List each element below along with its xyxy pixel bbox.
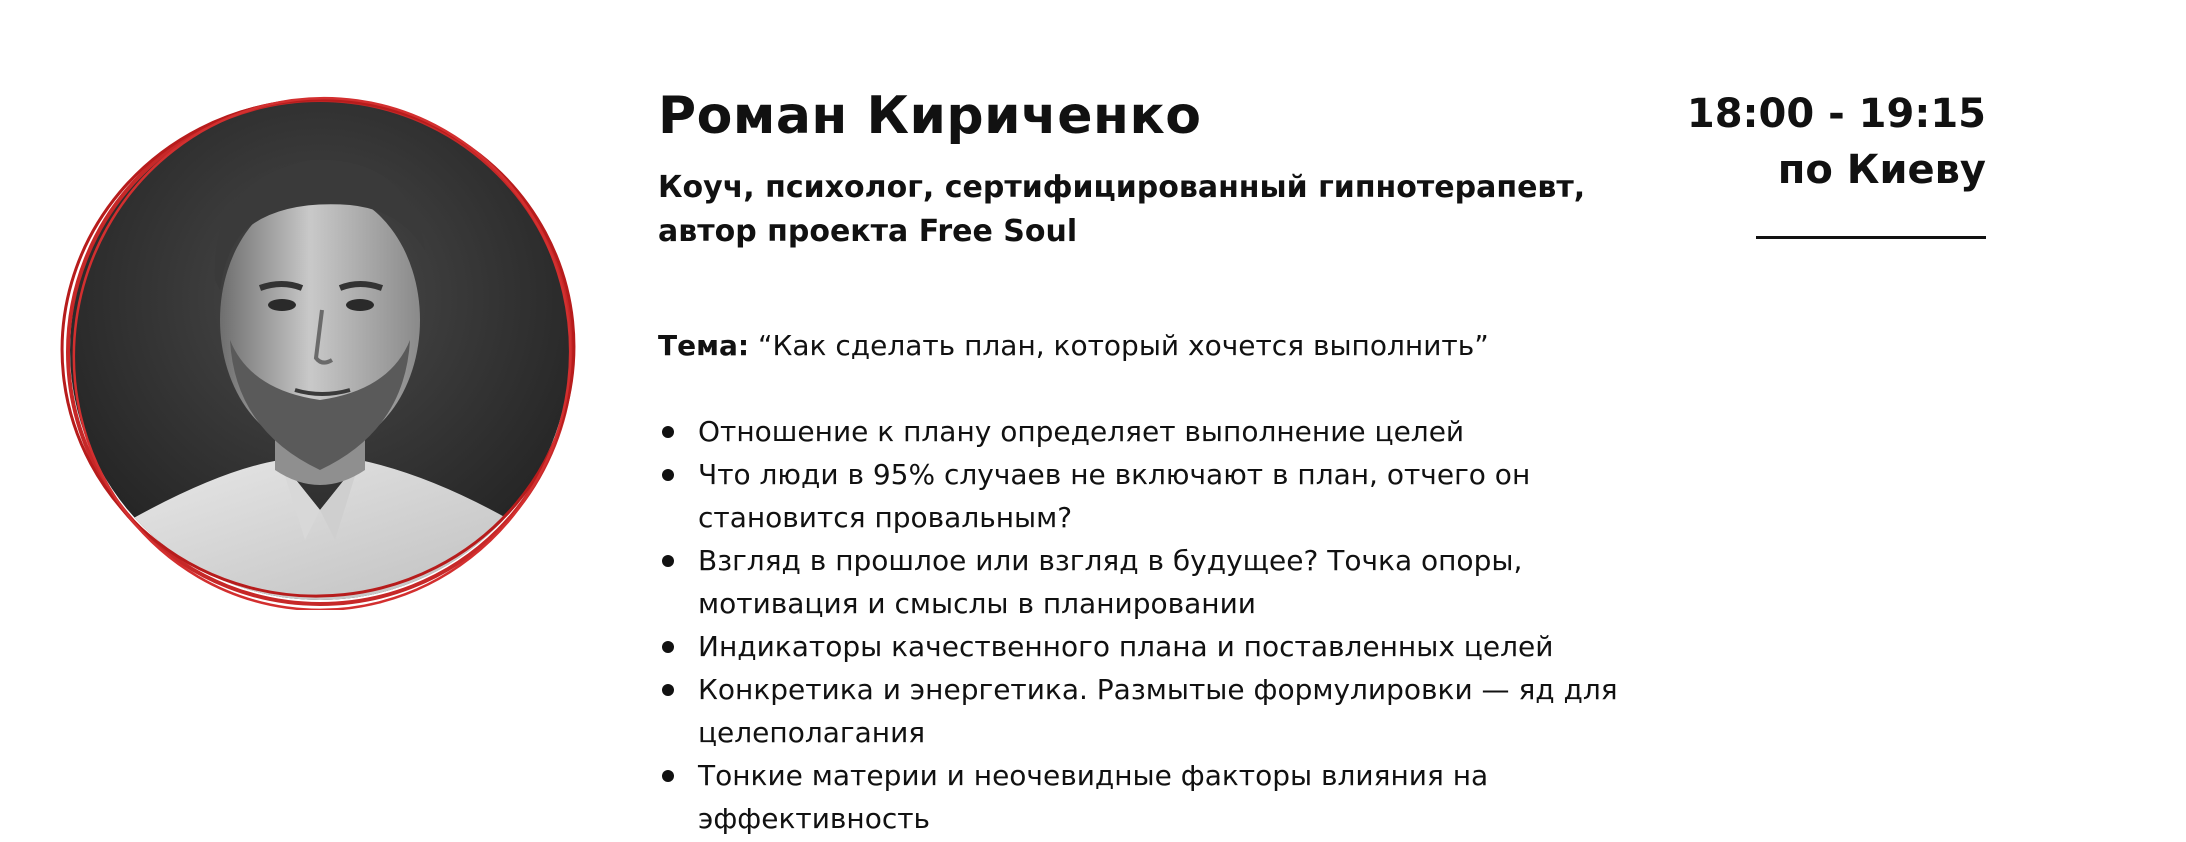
bullet-icon [662, 469, 674, 481]
list-item [658, 754, 1658, 840]
bullet-icon [662, 641, 674, 653]
list-item [658, 668, 1658, 754]
topic-label: Тема: [658, 329, 750, 362]
speaker-portrait-image [60, 90, 580, 610]
list-item-text: Отношение к плану определяет выполнение целей [698, 415, 1465, 448]
speaker-photo [60, 90, 580, 610]
list-item-text: Тонкие материи и неочевидные факторы влияния на эффективность [698, 759, 1489, 835]
speaker-role: Коуч, психолог, сертифицированный гипнотерапевт, автор проекта Free Soul [658, 170, 1586, 249]
bullet-icon [662, 684, 674, 696]
portrait-photo [60, 90, 580, 610]
bullet-icon [662, 426, 674, 438]
speaker-name: Роман Кириченко [658, 86, 1202, 146]
speaker-info [658, 80, 1658, 840]
talk-topic [658, 324, 1658, 368]
timezone-label: по Киеву [1777, 147, 1986, 193]
list-item-text: Конкретика и энергетика. Размытые формулировки — яд для целеполагания [698, 673, 1618, 749]
list-item [658, 539, 1658, 625]
session-time [1687, 86, 1986, 239]
list-item-text: Индикаторы качественного плана и поставленных целей [698, 630, 1554, 663]
list-item [658, 453, 1658, 539]
topic-title: “Как сделать план, который хочется выполнить” [757, 329, 1489, 362]
list-item-text: Взгляд в прошлое или взгляд в будущее? Точка опоры, мотивация и смыслы в планировании [698, 544, 1523, 620]
bullet-icon [662, 555, 674, 567]
time-range: 18:00 - 19:15 [1686, 91, 1986, 137]
talk-points-list [658, 410, 1658, 840]
list-item [658, 410, 1658, 453]
divider-line [1756, 236, 1986, 239]
list-item-text: Что люди в 95% случаев не включают в план, отчего он становится провальным? [698, 458, 1531, 534]
list-item [658, 625, 1658, 668]
bullet-icon [662, 770, 674, 782]
